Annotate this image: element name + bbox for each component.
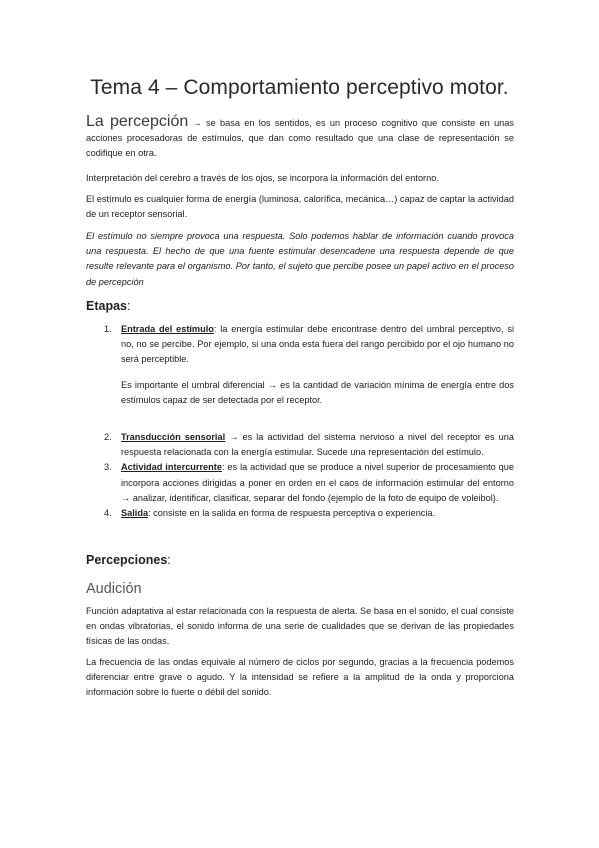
page-title: Tema 4 – Comportamiento perceptivo motor. bbox=[90, 76, 509, 99]
list-item-number: 4. bbox=[104, 508, 112, 519]
list-item-term: Transducción sensorial bbox=[121, 432, 226, 443]
intro-paragraph bbox=[86, 114, 514, 162]
intro-heading: La percepción bbox=[86, 113, 189, 130]
list-item-term: Actividad intercurrente bbox=[121, 462, 222, 473]
list-item-term: Entrada del estímulo bbox=[121, 324, 214, 334]
list-item bbox=[86, 430, 514, 460]
list-item-number: 2. bbox=[104, 432, 112, 443]
list-item bbox=[86, 460, 514, 506]
percepciones-heading bbox=[86, 553, 171, 567]
list-item bbox=[86, 506, 514, 521]
paragraph-1: Interpretación del cerebro a través de los ojos, se incorpora la información del entorno. bbox=[86, 173, 439, 183]
list-item bbox=[86, 322, 514, 408]
etapas-heading-colon: : bbox=[127, 299, 131, 313]
intro-text: → se basa en los sentidos, es un proceso cognitivo que consiste en unas acciones procesadoras de estímulos, que dan como resultado que una clase de representación se codifique en otra. bbox=[86, 118, 514, 159]
list-item-note: Es importante el umbral diferencial → es la cantidad de variación mínima de energía entre dos estímulos capaz de ser detectada por el receptor. bbox=[121, 379, 514, 405]
list-item-text: : la energía estimular debe encontrase dentro del umbral perceptivo, si no, no se percibe. Por ejemplo, si una onda esta fuera del rango percibido por el ojo humano no será perceptible. bbox=[121, 324, 514, 365]
etapas-list bbox=[86, 322, 514, 521]
list-item-number: 3. bbox=[104, 462, 112, 473]
list-item-term: Salida bbox=[121, 508, 149, 519]
list-item-text: : consiste en la salida en forma de respuesta perceptiva o experiencia. bbox=[148, 508, 436, 519]
audicion-paragraph-1: Función adaptativa al estar relacionada con la respuesta de alerta. Se basa en el sonido, el cual consiste en ondas vibratorias, el sonido informa de una serie de cualidades que se derivan de las propiedades físicas de las ondas. bbox=[86, 606, 514, 647]
percepciones-heading-colon: : bbox=[167, 553, 171, 567]
list-item-text: : es la actividad que se produce a nivel superior de procesamiento que incorpora acciones dirigidas a poner en orden en el caos de información estimular del entorno → analizar, identificar, clasificar, separar del fondo (ejemplo de la foto de equipo de voleibol). bbox=[121, 462, 514, 503]
etapas-heading-text: Etapas bbox=[86, 299, 127, 313]
paragraph-3: El estímulo no siempre provoca una respuesta. Solo podemos hablar de información cuando provoca una respuesta. El hecho de que una fuente estimular desencadene una respuesta depende de que resulte relevante para el organismo. Por tanto, el sujeto que percibe posee un papel activo en el proceso de percepción bbox=[86, 231, 514, 287]
percepciones-heading-text: Percepciones bbox=[86, 553, 168, 567]
etapas-heading bbox=[86, 299, 130, 313]
paragraph-2: El estímulo es cualquier forma de energía (luminosa, calorífica, mecánica…) capaz de captar la actividad de un receptor sensorial. bbox=[86, 194, 514, 220]
list-item-text: → es la actividad del sistema nervioso a nivel del receptor es una respuesta relacionada con la energía estimular. Sucede una representación del estímulo. bbox=[121, 432, 514, 458]
audicion-paragraph-2: La frecuencia de las ondas equivale al número de ciclos por segundo, gracias a la frecuencia podemos diferenciar entre grave o agudo. Y la intensidad se refiere a la amplitud de la onda y proporciona información sobre lo fuerte o débil del sonido. bbox=[86, 657, 514, 698]
audicion-heading: Audición bbox=[86, 581, 142, 597]
list-item-number: 1. bbox=[104, 324, 112, 334]
